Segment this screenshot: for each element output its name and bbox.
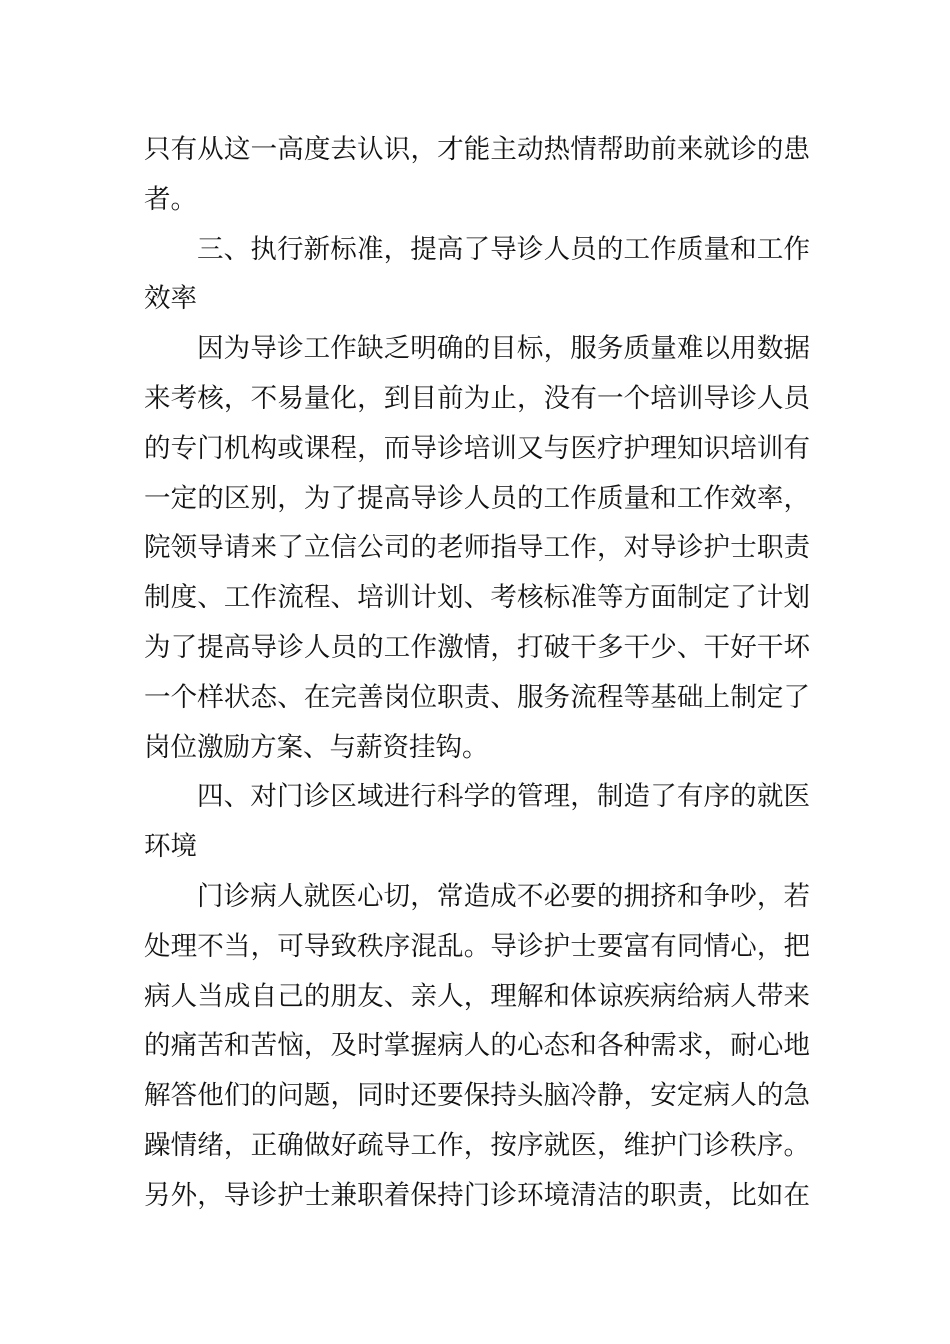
text-line: 效率 [144, 283, 197, 315]
text-line: 的专门机构或课程，而导诊培训又与医疗护理知识培训有 [144, 432, 810, 464]
text-line: 一个样状态、在完善岗位职责、服务流程等基础上制定了 [144, 681, 810, 713]
text-line: 躁情绪，正确做好疏导工作，按序就医，维护门诊秩序。 [144, 1129, 810, 1161]
text-line: 三、执行新标准，提高了导诊人员的工作质量和工作 [197, 233, 810, 265]
text-line: 只有从这一高度去认识，才能主动热情帮助前来就诊的患 [144, 134, 810, 165]
text-line: 四、对门诊区域进行科学的管理，制造了有序的就医 [197, 781, 810, 813]
text-line: 一定的区别，为了提高导诊人员的工作质量和工作效率， [144, 482, 810, 514]
text-line: 来考核，不易量化，到目前为止，没有一个培训导诊人员 [144, 382, 810, 414]
text-line: 门诊病人就医心切，常造成不必要的拥挤和争吵，若 [197, 880, 810, 912]
text-line: 处理不当，可导致秩序混乱。导诊护士要富有同情心，把 [144, 930, 810, 962]
text-line: 因为导诊工作缺乏明确的目标，服务质量难以用数据 [197, 333, 810, 365]
text-line: 者。 [144, 183, 197, 215]
text-line: 病人当成自己的朋友、亲人，理解和体谅疾病给病人带来 [144, 980, 810, 1012]
text-line: 制度、工作流程、培训计划、考核标准等方面制定了计划 [144, 582, 810, 614]
text-line: 的痛苦和苦恼，及时掌握病人的心态和各种需求，耐心地 [144, 1030, 810, 1062]
text-line: 环境 [144, 831, 197, 863]
text-line: 为了提高导诊人员的工作激情，打破干多干少、干好干坏 [144, 631, 810, 663]
document-body [144, 125, 810, 1221]
text-line: 另外，导诊护士兼职着保持门诊环境清洁的职责，比如在 [144, 1179, 810, 1211]
text-line: 解答他们的问题，同时还要保持头脑冷静，安定病人的急 [144, 1080, 810, 1112]
text-line: 岗位激励方案、与薪资挂钩。 [144, 731, 489, 763]
text-line: 院领导请来了立信公司的老师指导工作，对导诊护士职责 [144, 532, 810, 564]
